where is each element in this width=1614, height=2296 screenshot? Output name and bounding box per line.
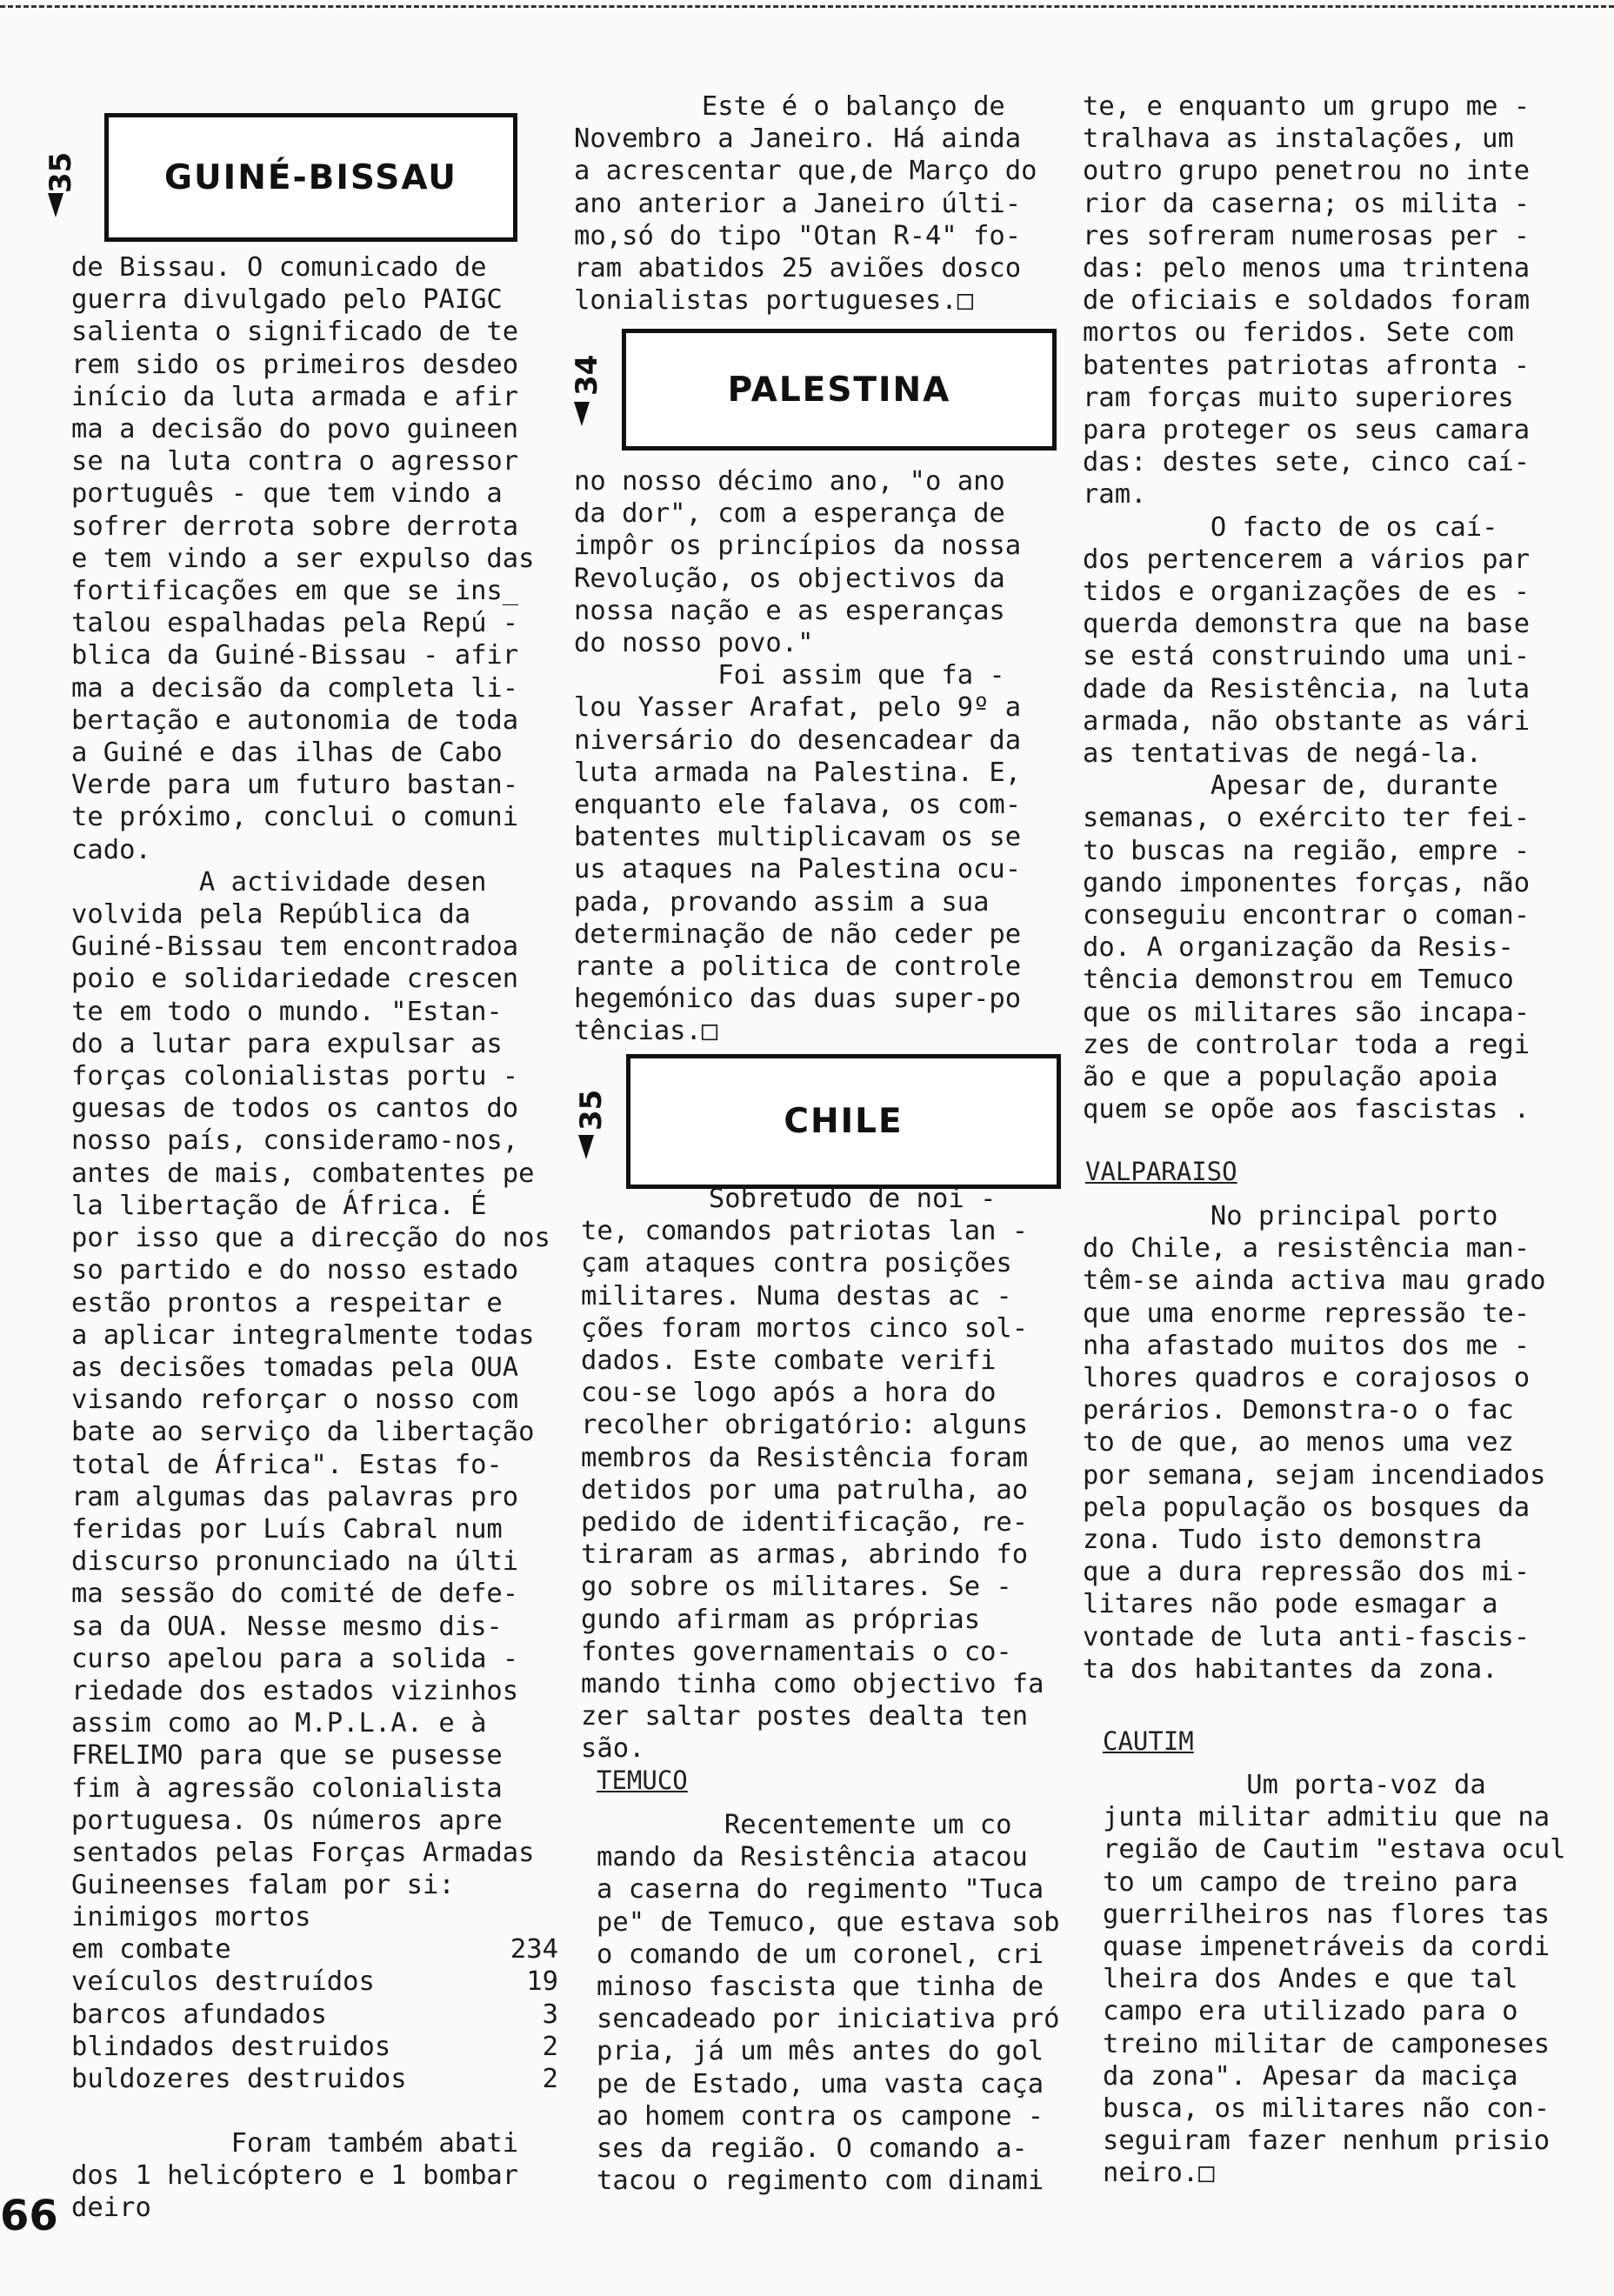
text-line: poio e solidariedade crescen: [71, 964, 519, 995]
text-line: ao homem contra os campone -: [597, 2100, 1044, 2132]
text-line: vontade de luta anti-fascis-: [1083, 1621, 1531, 1652]
text-line: deiro: [71, 2193, 151, 2224]
text-line: pedido de identificação, re-: [581, 1507, 1029, 1538]
text-line: perários. Demonstra-o o fac: [1083, 1395, 1514, 1426]
text-line: dos pertencerem a vários par: [1083, 544, 1531, 575]
text-line: to buscas na região, empre -: [1083, 835, 1531, 866]
text-line: de Bissau. O comunicado de: [71, 252, 487, 283]
text-line: Revolução, os objectivos da: [574, 563, 1005, 594]
text-line: zes de controlar toda a regi: [1083, 1029, 1531, 1060]
text-line: pela população os bosques da: [1083, 1492, 1531, 1523]
text-line: mando da Resistência atacou: [597, 1842, 1028, 1873]
text-line: te, comandos patriotas lan -: [581, 1216, 1029, 1247]
text-line: ão e que a população apoia: [1083, 1062, 1498, 1093]
text-line: as decisões tomadas pela OUA: [71, 1352, 519, 1383]
table-row-label: em combate: [71, 1934, 231, 1966]
section-header-palestina: [622, 329, 1057, 451]
text-line: lheira dos Andes e que tal: [1103, 1964, 1518, 1995]
text-line: rior da caserna; os milita -: [1083, 188, 1531, 219]
text-line: guerra divulgado pelo PAIGC: [71, 284, 503, 316]
text-line: FRELIMO para que se pusesse: [71, 1740, 503, 1772]
section-header-chile: [626, 1054, 1061, 1189]
text-line: Um porta-voz da: [1103, 1770, 1486, 1800]
text-line: campo era utilizado para o: [1103, 1996, 1518, 2027]
text-line: são.: [581, 1733, 645, 1765]
text-line: hegemónico das duas super-po: [574, 984, 1022, 1015]
arrow-down-icon: [574, 402, 590, 426]
text-line: ma sessão do comité de defe-: [71, 1578, 519, 1610]
text-line: recolher obrigatório: alguns: [581, 1410, 1029, 1441]
text-line: conseguiu encontrar o coman-: [1083, 900, 1531, 931]
table-row-label: veículos destruídos: [71, 1966, 375, 1998]
text-line: Sobretudo de noi -: [581, 1184, 997, 1214]
text-line: que os militares são incapa-: [1083, 997, 1531, 1028]
table-row-label: blindados destruidos: [71, 2031, 391, 2062]
text-line: bate ao serviço da libertação: [71, 1417, 535, 1448]
text-line: Foi assim que fa -: [574, 660, 1005, 691]
text-line: Apesar de, durante: [1083, 771, 1498, 802]
text-line: tacou o regimento com dinami: [597, 2166, 1044, 2197]
text-line: gando imponentes forças, não: [1083, 867, 1531, 898]
column-2-chile: [581, 1183, 1044, 1765]
text-line: cou-se logo após a hora do: [581, 1378, 997, 1409]
text-line: nossa nação e as esperanças: [574, 595, 1005, 626]
text-line: mo,só do tipo "Otan R-4" fo-: [574, 220, 1022, 251]
text-line: curso apelou para a solida -: [71, 1643, 519, 1674]
text-line: região de Cautim "estava ocul: [1103, 1834, 1566, 1866]
text-line: batentes patriotas afronta -: [1083, 350, 1531, 381]
text-line: Recentemente um co: [597, 1810, 1012, 1840]
text-line: tência demonstrou em Temuco: [1083, 964, 1514, 996]
text-line: ma a decisão do povo guineen: [71, 414, 519, 445]
column-1-tail: [71, 2127, 518, 2225]
section-index-guine: 35: [43, 151, 78, 193]
text-line: Guiné-Bissau tem encontradoa: [71, 931, 519, 963]
table-row: [71, 1966, 558, 1998]
text-line: junta militar admitiu que na: [1103, 1802, 1551, 1833]
text-line: de oficiais e soldados foram: [1083, 285, 1531, 317]
text-line: das: pelo menos uma trintena: [1083, 253, 1531, 284]
text-line: tiraram as armas, abrindo fo: [581, 1539, 1029, 1571]
text-line: neiro.□: [1103, 2158, 1215, 2189]
text-line: a caserna do regimento "Tuca: [597, 1874, 1044, 1906]
text-line: riedade dos estados vizinhos: [71, 1675, 519, 1706]
text-line: sentados pelas Forças Armadas: [71, 1837, 535, 1868]
text-line: das: destes sete, cinco caí-: [1083, 447, 1531, 478]
text-line: talou espalhadas pela Repú -: [71, 608, 519, 639]
text-line: lou Yasser Arafat, pelo 9º a: [574, 692, 1022, 724]
text-line: que uma enorme repressão te-: [1083, 1298, 1531, 1329]
text-line: outro grupo penetrou no inte: [1083, 156, 1531, 187]
text-line: lonialistas portugueses.□: [574, 285, 974, 317]
text-line: guesas de todos os cantos do: [71, 1093, 519, 1125]
text-line: para proteger os seus camara: [1083, 415, 1531, 446]
column-2-palestina: [574, 465, 1021, 1048]
text-line: que a dura repressão dos mi-: [1083, 1557, 1531, 1588]
table-row-value: 3: [542, 1999, 558, 2030]
section-title-chile: CHILE: [784, 1102, 904, 1141]
text-line: te próximo, conclui o comuni: [71, 802, 519, 833]
text-line: sencadeado por iniciativa pró: [597, 2004, 1060, 2035]
text-line: feridas por Luís Cabral num: [71, 1513, 503, 1545]
page-number: 66: [0, 2192, 58, 2240]
text-line: do Chile, a resistência man-: [1083, 1233, 1531, 1265]
text-line: Foram também abati: [71, 2128, 519, 2159]
text-line: total de África". Estas fo-: [71, 1449, 503, 1480]
subhead-valparaiso: VALPARAISO: [1085, 1157, 1237, 1186]
text-line: ma a decisão da completa li-: [71, 672, 519, 704]
text-line: determinação de não ceder pe: [574, 918, 1022, 950]
column-1-text: [71, 251, 550, 1901]
table-row-value: 2: [542, 2064, 558, 2095]
text-line: mortos ou feridos. Sete com: [1083, 317, 1514, 349]
text-line: zer saltar postes dealta ten: [581, 1701, 1029, 1732]
text-line: luta armada na Palestina. E,: [574, 757, 1022, 788]
text-line: discurso pronunciado na últi: [71, 1546, 519, 1578]
text-line: Guineenses falam por si:: [71, 1870, 455, 1901]
text-line: fontes governamentais o co-: [581, 1636, 1012, 1667]
text-line: blica da Guiné-Bissau - afir: [71, 640, 519, 671]
text-line: batentes multiplicavam os se: [574, 822, 1022, 853]
text-line: detidos por uma patrulha, ao: [581, 1474, 1029, 1505]
text-line: visando reforçar o nosso com: [71, 1385, 519, 1416]
column-3-valparaiso: [1083, 1200, 1546, 1685]
text-line: us ataques na Palestina ocu-: [574, 854, 1022, 885]
text-line: treino militar de camponeses: [1103, 2028, 1551, 2059]
text-line: se está construindo uma uni-: [1083, 641, 1531, 672]
text-line: por semana, sejam incendiados: [1083, 1459, 1546, 1491]
text-line: çam ataques contra posições: [581, 1248, 1012, 1279]
text-line: zona. Tudo isto demonstra: [1083, 1525, 1483, 1556]
text-line: guerrilheiros nas flores tas: [1103, 1899, 1551, 1930]
table-header: inimigos mortos: [71, 1902, 311, 1932]
text-line: tidos e organizações de es -: [1083, 577, 1531, 608]
text-line: assim como ao M.P.L.A. e à: [71, 1708, 487, 1739]
text-line: pe de Estado, uma vasta caça: [597, 2068, 1044, 2099]
text-line: tências.□: [574, 1016, 718, 1047]
text-line: a acrescentar que,de Março do: [574, 156, 1037, 187]
section-header-guine: [104, 113, 517, 242]
text-line: as tentativas de negá-la.: [1083, 738, 1483, 770]
text-line: do nosso povo.": [574, 628, 814, 659]
text-line: ram abatidos 25 aviões dosco: [574, 253, 1022, 284]
text-line: ram forças muito superiores: [1083, 382, 1514, 413]
text-line: da dor", com a esperança de: [574, 498, 1005, 530]
text-line: forças colonialistas portu -: [71, 1061, 519, 1092]
table-row-value: 2: [542, 2031, 558, 2062]
text-line: ta dos habitantes da zona.: [1083, 1653, 1498, 1685]
text-line: estão prontos a respeitar e: [71, 1287, 503, 1318]
text-line: o comando de um coronel, cri: [597, 1939, 1044, 1970]
text-line: lhores quadros e corajosos o: [1083, 1363, 1531, 1394]
column-3-cautim: [1103, 1769, 1566, 2190]
text-line: salienta o significado de te: [71, 317, 519, 348]
text-line: e tem vindo a ser expulso das: [71, 543, 535, 574]
text-line: No principal porto: [1083, 1201, 1498, 1231]
text-line: tralhava as instalações, um: [1083, 123, 1514, 155]
subhead-temuco: TEMUCO: [597, 1765, 688, 1795]
text-line: fortificações em que se ins_: [71, 576, 519, 607]
text-line: nha afastado muitos dos me -: [1083, 1330, 1531, 1361]
section-title-palestina: PALESTINA: [727, 370, 951, 410]
text-line: cado.: [71, 834, 151, 865]
text-line: da zona". Apesar da maciça: [1103, 2060, 1518, 2092]
losses-table: [71, 1901, 558, 2095]
text-line: A actividade desen: [71, 866, 487, 898]
text-line: pria, já um mês antes do gol: [597, 2036, 1044, 2067]
text-line: la libertação de África. É: [71, 1190, 487, 1221]
text-line: dade da Resistência, na luta: [1083, 673, 1531, 704]
text-line: pe" de Temuco, que estava sob: [597, 1906, 1060, 1938]
text-line: a Guiné e das ilhas de Cabo: [71, 738, 503, 769]
text-line: Novembro a Janeiro. Há ainda: [574, 123, 1022, 155]
text-line: to um campo de treino para: [1103, 1866, 1518, 1898]
text-line: no nosso décimo ano, "o ano: [574, 466, 1005, 497]
text-line: bertação e autonomia de toda: [71, 704, 519, 736]
text-line: quem se opõe aos fascistas .: [1083, 1094, 1531, 1125]
arrow-down-icon: [48, 193, 63, 217]
text-line: go sobre os militares. Se -: [581, 1572, 1012, 1603]
text-line: res sofreram numerosas per -: [1083, 220, 1531, 251]
section-index-chile: 35: [574, 1089, 609, 1131]
text-line: semanas, o exército ter fei-: [1083, 803, 1531, 834]
text-line: to de que, ao menos uma vez: [1083, 1427, 1514, 1458]
text-line: armada, não obstante as vári: [1083, 705, 1531, 737]
table-row: [71, 2031, 558, 2063]
text-line: querda demonstra que na base: [1083, 609, 1531, 640]
text-line: por isso que a direcção do nos: [71, 1223, 550, 1254]
text-line: ses da região. O comando a-: [597, 2133, 1028, 2165]
table-row: [71, 1999, 558, 2031]
text-line: volvida pela República da: [71, 899, 471, 931]
text-line: antes de mais, combatentes pe: [71, 1158, 535, 1189]
text-line: início da luta armada e afir: [71, 381, 519, 412]
text-line: português - que tem vindo a: [71, 478, 503, 510]
text-line: Este é o balanço de: [574, 91, 1005, 122]
text-line: a aplicar integralmente todas: [71, 1319, 535, 1351]
arrow-down-icon: [578, 1135, 594, 1159]
text-line: busca, os militares não con-: [1103, 2093, 1551, 2125]
text-line: ram algumas das palavras pro: [71, 1481, 519, 1512]
text-line: pada, provando assim a sua: [574, 886, 990, 918]
text-line: ano anterior a Janeiro últi-: [574, 188, 1022, 219]
table-row: [71, 2063, 558, 2095]
text-line: fim à agressão colonialista: [71, 1772, 503, 1804]
column-2-top: [574, 90, 1037, 317]
text-line: litares não pode esmagar a: [1083, 1589, 1498, 1620]
column-2-temuco: [597, 1809, 1060, 2197]
text-line: gundo afirmam as próprias: [581, 1604, 981, 1635]
table-row-value: 234: [510, 1934, 558, 1966]
text-line: militares. Numa destas ac -: [581, 1280, 1012, 1312]
section-index-palestina: 34: [570, 354, 604, 396]
text-line: do a lutar para expulsar as: [71, 1028, 503, 1059]
text-line: enquanto ele falava, os com-: [574, 790, 1022, 821]
column-3-top: [1083, 90, 1530, 1126]
text-line: minoso fascista que tinha de: [597, 1972, 1044, 2003]
subhead-cautim: CAUTIM: [1103, 1726, 1194, 1756]
table-row: [71, 1933, 558, 1966]
text-line: rem sido os primeiros desdeo: [71, 349, 519, 380]
table-row-label: barcos afundados: [71, 1999, 327, 2030]
text-line: sa da OUA. Nesse mesmo dis-: [71, 1611, 503, 1642]
text-line: ram.: [1083, 479, 1147, 511]
text-line: do. A organização da Resis-: [1083, 932, 1514, 964]
text-line: quase impenetráveis da cordi: [1103, 1932, 1551, 1963]
text-line: rante a politica de controle: [574, 951, 1022, 983]
text-line: sofrer derrota sobre derrota: [71, 511, 519, 542]
table-row-value: 19: [526, 1966, 558, 1998]
text-line: O facto de os caí-: [1083, 511, 1498, 543]
text-line: portuguesa. Os números apre: [71, 1805, 503, 1836]
text-line: se na luta contra o agressor: [71, 446, 519, 477]
section-title-guine: GUINÉ-BISSAU: [164, 157, 457, 197]
text-line: seguiram fazer nenhum prisio: [1103, 2126, 1551, 2157]
text-line: te, e enquanto um grupo me -: [1083, 91, 1531, 122]
text-line: dos 1 helicóptero e 1 bombar: [71, 2160, 519, 2192]
table-row-label: buldozeres destruidos: [71, 2064, 407, 2095]
text-line: mando tinha como objectivo fa: [581, 1669, 1044, 1700]
text-line: membros da Resistência foram: [581, 1442, 1029, 1473]
text-line: te em todo o mundo. "Estan-: [71, 996, 503, 1027]
text-line: dados. Este combate verifi: [581, 1345, 997, 1377]
text-line: Verde para um futuro bastan-: [71, 770, 519, 801]
text-line: ções foram mortos cinco sol-: [581, 1312, 1029, 1344]
text-line: impôr os princípios da nossa: [574, 531, 1022, 562]
text-line: so partido e do nosso estado: [71, 1255, 519, 1286]
text-line: nosso país, consideramo-nos,: [71, 1125, 519, 1157]
top-border-line: [0, 5, 1614, 8]
text-line: têm-se ainda activa mau grado: [1083, 1265, 1546, 1297]
text-line: niversário do desencadear da: [574, 724, 1022, 756]
